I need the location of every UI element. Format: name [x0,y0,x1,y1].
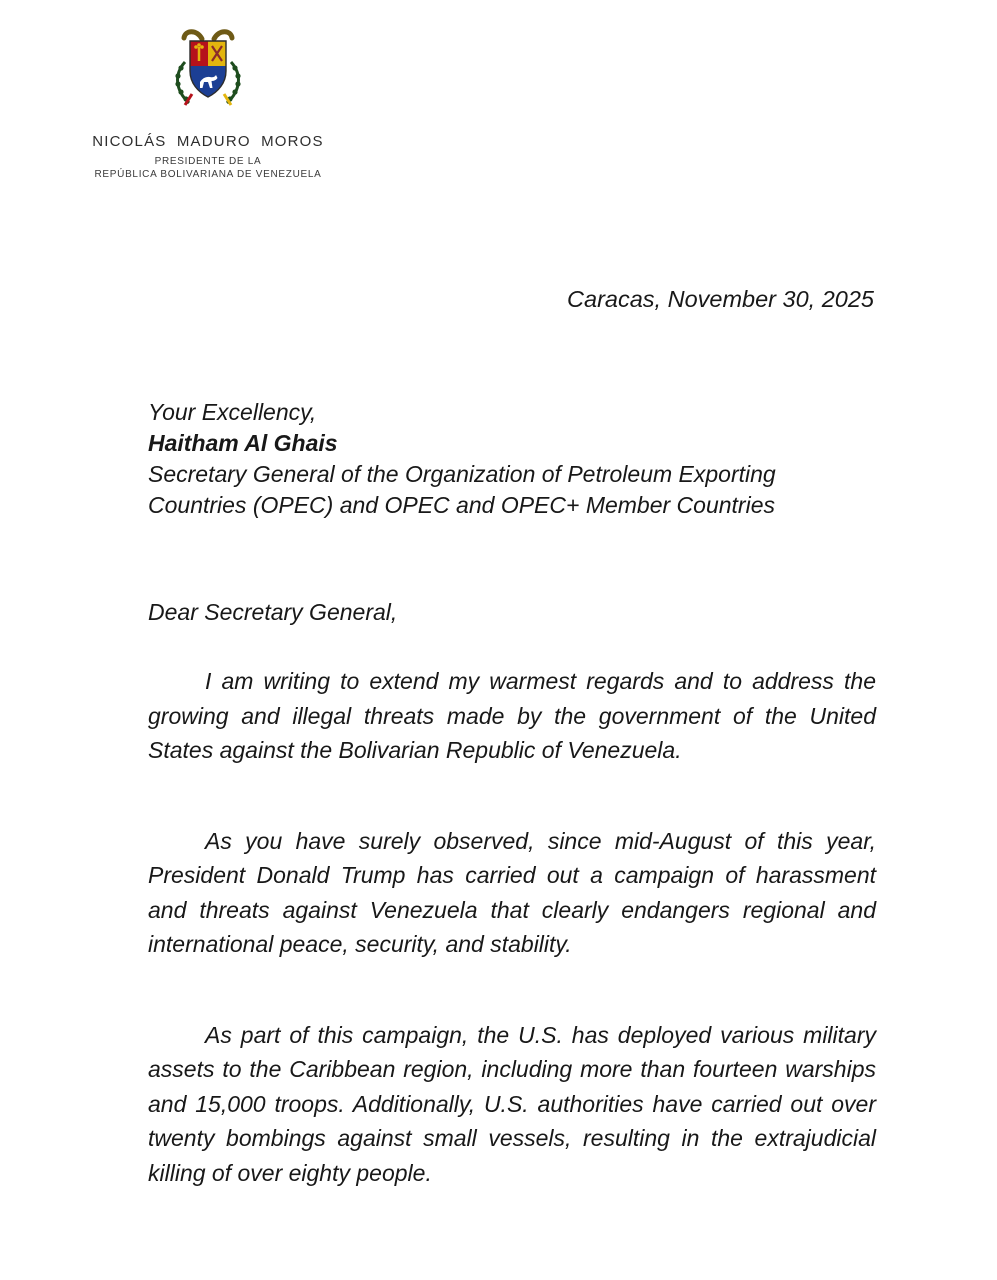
recipient-title: Secretary General of the Organization of Petroleum Exporting Countries (OPEC) and OPEC and OPEC+ Member Countries [148,461,776,518]
paragraph-3: As part of this campaign, the U.S. has deployed various military assets to the Caribbean region, including more than fourteen warships and 15,000 troops. Additionally, U.S. authorities have carried out over twenty bombings against small vessels, resulting in the extrajudicial killing of over eighty people. [148,1021,876,1186]
letterhead-name: NICOLÁS MADURO MOROS [92,133,324,150]
letterhead-title-line1: PRESIDENTE DE LA [154,156,262,167]
dateline: Caracas, November 30, 2025 [567,286,874,312]
paragraph-2: As you have surely observed, since mid-August of this year, President Donald Trump has carried out a campaign of harassment and threats against Venezuela that clearly endangers regional and international peace, security, and stability. [148,827,876,957]
recipient-name: Haitham Al Ghais [148,430,338,456]
letterhead [86,26,330,181]
venezuela-coat-of-arms-icon [172,26,244,115]
letterhead-title-line2: REPÚBLICA BOLIVARIANA DE VENEZUELA [94,169,322,180]
recipient-greeting: Your Excellency, [148,399,317,425]
recipient-block [148,397,876,521]
salutation: Dear Secretary General, [148,599,398,625]
paragraph-1: I am writing to extend my warmest regards and to address the growing and illegal threats made by the government of the United States against the Bolivarian Republic of Venezuela. [148,668,876,763]
letter-body [148,286,876,1190]
